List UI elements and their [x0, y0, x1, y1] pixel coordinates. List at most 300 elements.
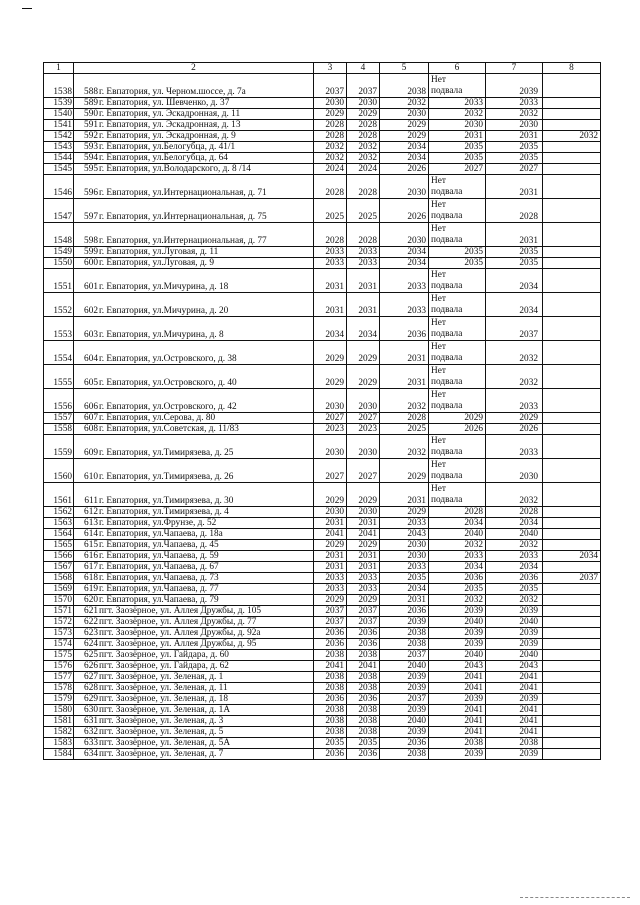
- year-col-7: 2035: [486, 247, 543, 258]
- no-basement-label: подвала: [431, 187, 463, 197]
- year-col-4: 2036: [347, 628, 380, 639]
- year-col-5: 2030: [380, 175, 429, 199]
- year-col-7: 2039: [486, 749, 543, 760]
- year-col-8: [543, 483, 601, 507]
- no-basement-cell: [429, 365, 486, 389]
- row-number: 1539: [44, 98, 74, 109]
- address-text: г. Евпатория, ул.Белогубца, д. 41/1: [99, 142, 236, 152]
- row-number: 1556: [44, 389, 74, 413]
- year-col-7: 2039: [486, 694, 543, 705]
- year-col-4: 2031: [347, 269, 380, 293]
- year-col-7: 2031: [486, 131, 543, 142]
- year-col-5: 2034: [380, 258, 429, 269]
- header-cell-7: 7: [486, 63, 543, 74]
- year-col-4: 2036: [347, 694, 380, 705]
- address-cell: [74, 74, 314, 98]
- year-col-6: 2039: [429, 749, 486, 760]
- year-col-8: [543, 606, 601, 617]
- year-col-8: [543, 507, 601, 518]
- row-number: 1538: [44, 74, 74, 98]
- year-col-8: [543, 727, 601, 738]
- table-row: [44, 483, 601, 507]
- address-number: 615: [84, 540, 98, 550]
- year-col-8: 2034: [543, 551, 601, 562]
- year-col-5: 2031: [380, 483, 429, 507]
- row-number: 1565: [44, 540, 74, 551]
- year-col-7: 2034: [486, 562, 543, 573]
- year-col-8: [543, 661, 601, 672]
- year-col-4: 2029: [347, 595, 380, 606]
- year-col-8: [543, 705, 601, 716]
- row-number: 1549: [44, 247, 74, 258]
- year-col-5: 2032: [380, 98, 429, 109]
- address-text: г. Евпатория, ул.Чапаева, д. 73: [99, 573, 219, 583]
- year-col-5: 2032: [380, 389, 429, 413]
- table-row: [44, 716, 601, 727]
- year-col-8: [543, 628, 601, 639]
- year-col-8: [543, 540, 601, 551]
- table-row: [44, 131, 601, 142]
- table-row: [44, 413, 601, 424]
- table-row: [44, 595, 601, 606]
- year-col-5: 2030: [380, 109, 429, 120]
- address-cell: [74, 628, 314, 639]
- address-text: г. Евпатория, ул.Мичурина, д. 20: [99, 306, 229, 316]
- table-row: [44, 738, 601, 749]
- row-number: 1545: [44, 164, 74, 175]
- year-col-7: 2031: [486, 175, 543, 199]
- year-col-7: 2035: [486, 153, 543, 164]
- row-number: 1575: [44, 650, 74, 661]
- no-basement-label: подвала: [431, 305, 463, 315]
- address-text: г. Евпатория, ул. Шевченко, д. 37: [99, 98, 230, 108]
- year-col-7: 2040: [486, 650, 543, 661]
- header-cell-5: 5: [380, 63, 429, 74]
- row-number: 1552: [44, 293, 74, 317]
- year-col-6: 2041: [429, 683, 486, 694]
- address-number: 589: [84, 98, 98, 108]
- year-col-5: 2029: [380, 507, 429, 518]
- year-col-3: 2029: [314, 341, 347, 365]
- address-text: пгт. Заозёрное, ул. Зеленая, д. 5: [99, 727, 224, 737]
- year-col-5: 2030: [380, 540, 429, 551]
- address-number: 625: [84, 650, 98, 660]
- address-cell: [74, 459, 314, 483]
- year-col-4: 2036: [347, 639, 380, 650]
- address-number: 596: [84, 188, 98, 198]
- year-col-7: 2035: [486, 142, 543, 153]
- year-col-4: 2031: [347, 551, 380, 562]
- table-row: [44, 672, 601, 683]
- row-number: 1573: [44, 628, 74, 639]
- year-col-6: 2035: [429, 142, 486, 153]
- address-text: пгт. Заозёрное, ул. Зеленая, д. 3: [99, 716, 224, 726]
- row-number: 1579: [44, 694, 74, 705]
- year-col-4: 2031: [347, 562, 380, 573]
- address-text: г. Евпатория, ул.Советская, д. 11/83: [99, 424, 239, 434]
- year-col-5: 2034: [380, 247, 429, 258]
- address-text: г. Евпатория, ул.Мичурина, д. 8: [99, 330, 224, 340]
- year-col-4: 2029: [347, 365, 380, 389]
- year-col-6: 2040: [429, 650, 486, 661]
- address-text: г. Евпатория, ул.Интернациональная, д. 71: [99, 188, 267, 198]
- year-col-3: 2029: [314, 540, 347, 551]
- table-row: [44, 389, 601, 413]
- address-number: 626: [84, 661, 98, 671]
- year-col-3: 2030: [314, 389, 347, 413]
- year-col-5: 2031: [380, 365, 429, 389]
- year-col-7: 2041: [486, 716, 543, 727]
- row-number: 1558: [44, 424, 74, 435]
- housing-register-table: [43, 62, 601, 760]
- year-col-8: [543, 459, 601, 483]
- year-col-7: 2041: [486, 727, 543, 738]
- address-text: пгт. Заозёрное, ул. Зеленая, д. 18: [99, 694, 228, 704]
- year-col-3: 2031: [314, 269, 347, 293]
- address-text: г. Евпатория, ул.Интернациональная, д. 75: [99, 212, 267, 222]
- year-col-3: 2036: [314, 749, 347, 760]
- row-number: 1561: [44, 483, 74, 507]
- year-col-3: 2029: [314, 365, 347, 389]
- no-basement-label: Нет: [431, 318, 446, 328]
- address-number: 618: [84, 573, 98, 583]
- address-text: пгт. Заозёрное, ул. Зеленая, д. 1А: [99, 705, 231, 715]
- table-row: [44, 199, 601, 223]
- address-cell: [74, 606, 314, 617]
- table-row: [44, 435, 601, 459]
- year-col-4: 2038: [347, 727, 380, 738]
- address-cell: [74, 650, 314, 661]
- address-text: пгт. Заозёрное, ул. Зеленая, д. 1: [99, 672, 224, 682]
- address-text: г. Евпатория, ул.Тимирязева, д. 26: [99, 472, 234, 482]
- year-col-3: 2028: [314, 120, 347, 131]
- row-number: 1551: [44, 269, 74, 293]
- address-number: 631: [84, 716, 98, 726]
- year-col-7: 2026: [486, 424, 543, 435]
- year-col-8: [543, 199, 601, 223]
- address-cell: [74, 120, 314, 131]
- address-text: пгт. Заозёрное, ул. Зеленая, д. 5А: [99, 738, 231, 748]
- year-col-6: 2040: [429, 529, 486, 540]
- address-text: пгт. Заозёрное, ул. Гайдара, д. 62: [99, 661, 229, 671]
- address-number: 591: [84, 120, 98, 130]
- row-number: 1544: [44, 153, 74, 164]
- row-number: 1576: [44, 661, 74, 672]
- table-row: [44, 540, 601, 551]
- table-row: [44, 175, 601, 199]
- address-number: 605: [84, 378, 98, 388]
- no-basement-label: подвала: [431, 471, 463, 481]
- address-number: 616: [84, 551, 98, 561]
- year-col-5: 2039: [380, 617, 429, 628]
- address-number: 617: [84, 562, 98, 572]
- year-col-4: 2033: [347, 258, 380, 269]
- table-row: [44, 518, 601, 529]
- address-text: г. Евпатория, ул.Фрунзе, д. 52: [99, 518, 217, 528]
- address-text: г. Евпатория, ул.Островского, д. 40: [99, 378, 237, 388]
- table-body: [44, 63, 601, 760]
- no-basement-label: Нет: [431, 224, 446, 234]
- address-text: г. Евпатория, ул.Серова, д. 80: [99, 413, 216, 423]
- address-text: г. Евпатория, ул.Интернациональная, д. 77: [99, 236, 267, 246]
- no-basement-label: Нет: [431, 200, 446, 210]
- year-col-7: 2039: [486, 639, 543, 650]
- year-col-3: 2032: [314, 153, 347, 164]
- year-col-8: [543, 639, 601, 650]
- address-cell: [74, 153, 314, 164]
- row-number: 1566: [44, 551, 74, 562]
- year-col-5: 2033: [380, 518, 429, 529]
- year-col-7: 2039: [486, 628, 543, 639]
- no-basement-label: Нет: [431, 366, 446, 376]
- year-col-4: 2033: [347, 584, 380, 595]
- year-col-3: 2038: [314, 672, 347, 683]
- year-col-7: 2033: [486, 435, 543, 459]
- top-dash-mark: [22, 8, 32, 9]
- year-col-7: 2043: [486, 661, 543, 672]
- year-col-3: 2037: [314, 617, 347, 628]
- table-row: [44, 606, 601, 617]
- address-number: 627: [84, 672, 98, 682]
- address-text: г. Евпатория, ул.Луговая, д. 11: [99, 247, 219, 257]
- year-col-4: 2027: [347, 459, 380, 483]
- year-col-4: 2031: [347, 518, 380, 529]
- address-number: 602: [84, 306, 98, 316]
- table-row: [44, 705, 601, 716]
- address-cell: [74, 413, 314, 424]
- year-col-7: 2027: [486, 164, 543, 175]
- no-basement-label: подвала: [431, 495, 463, 505]
- no-basement-label: Нет: [431, 270, 446, 280]
- year-col-4: 2028: [347, 223, 380, 247]
- table-row: [44, 617, 601, 628]
- address-number: 620: [84, 595, 98, 605]
- address-text: г. Евпатория, ул. Черном.шоссе, д. 7а: [99, 87, 246, 97]
- year-col-7: 2032: [486, 365, 543, 389]
- year-col-4: 2030: [347, 435, 380, 459]
- year-col-5: 2026: [380, 164, 429, 175]
- year-col-8: [543, 424, 601, 435]
- no-basement-label: Нет: [431, 294, 446, 304]
- year-col-4: 2029: [347, 483, 380, 507]
- year-col-8: [543, 164, 601, 175]
- table-row: [44, 424, 601, 435]
- address-cell: [74, 716, 314, 727]
- address-cell: [74, 341, 314, 365]
- address-cell: [74, 424, 314, 435]
- year-col-8: 2032: [543, 131, 601, 142]
- address-number: 606: [84, 402, 98, 412]
- year-col-5: 2029: [380, 131, 429, 142]
- year-col-3: 2034: [314, 317, 347, 341]
- year-col-5: 2038: [380, 628, 429, 639]
- header-cell-1: 1: [44, 63, 74, 74]
- year-col-3: 2033: [314, 247, 347, 258]
- address-number: 598: [84, 236, 98, 246]
- year-col-7: 2034: [486, 269, 543, 293]
- year-col-7: 2041: [486, 683, 543, 694]
- year-col-7: 2033: [486, 98, 543, 109]
- year-col-3: 2036: [314, 628, 347, 639]
- year-col-6: 2039: [429, 694, 486, 705]
- row-number: 1574: [44, 639, 74, 650]
- year-col-3: 2035: [314, 738, 347, 749]
- address-number: 622: [84, 617, 98, 627]
- no-basement-label: Нет: [431, 484, 446, 494]
- year-col-7: 2032: [486, 109, 543, 120]
- address-cell: [74, 317, 314, 341]
- year-col-8: [543, 672, 601, 683]
- year-col-3: 2033: [314, 584, 347, 595]
- address-cell: [74, 199, 314, 223]
- year-col-3: 2031: [314, 562, 347, 573]
- year-col-8: [543, 529, 601, 540]
- year-col-7: 2028: [486, 507, 543, 518]
- year-col-3: 2025: [314, 199, 347, 223]
- year-col-7: 2034: [486, 518, 543, 529]
- year-col-4: 2032: [347, 142, 380, 153]
- year-col-3: 2037: [314, 74, 347, 98]
- year-col-4: 2023: [347, 424, 380, 435]
- year-col-5: 2038: [380, 74, 429, 98]
- year-col-5: 2043: [380, 529, 429, 540]
- year-col-4: 2029: [347, 109, 380, 120]
- row-number: 1572: [44, 617, 74, 628]
- year-col-3: 2029: [314, 109, 347, 120]
- year-col-7: 2040: [486, 617, 543, 628]
- no-basement-label: Нет: [431, 390, 446, 400]
- year-col-8: [543, 258, 601, 269]
- year-col-4: 2033: [347, 573, 380, 584]
- address-cell: [74, 247, 314, 258]
- header-cell-3: 3: [314, 63, 347, 74]
- year-col-4: 2024: [347, 164, 380, 175]
- address-cell: [74, 293, 314, 317]
- year-col-6: 2039: [429, 639, 486, 650]
- year-col-7: 2040: [486, 529, 543, 540]
- address-number: 604: [84, 354, 98, 364]
- year-col-3: 2029: [314, 483, 347, 507]
- year-col-3: 2031: [314, 551, 347, 562]
- year-col-6: 2029: [429, 413, 486, 424]
- no-basement-label: подвала: [431, 353, 463, 363]
- address-text: пгт. Заозёрное, ул. Зеленая, д. 11: [99, 683, 228, 693]
- year-col-4: 2030: [347, 389, 380, 413]
- year-col-5: 2035: [380, 573, 429, 584]
- address-number: 595: [84, 164, 98, 174]
- year-col-5: 2038: [380, 639, 429, 650]
- address-cell: [74, 540, 314, 551]
- year-col-7: 2031: [486, 223, 543, 247]
- year-col-4: 2032: [347, 153, 380, 164]
- row-number: 1564: [44, 529, 74, 540]
- no-basement-cell: [429, 175, 486, 199]
- row-number: 1582: [44, 727, 74, 738]
- address-text: г. Евпатория, ул.Чапаева, д. 59: [99, 551, 219, 561]
- table-row: [44, 109, 601, 120]
- row-number: 1543: [44, 142, 74, 153]
- address-number: 612: [84, 507, 98, 517]
- year-col-5: 2033: [380, 293, 429, 317]
- address-cell: [74, 551, 314, 562]
- year-col-6: 2034: [429, 518, 486, 529]
- address-text: г. Евпатория, ул.Чапаева, д. 77: [99, 584, 219, 594]
- address-number: 603: [84, 330, 98, 340]
- year-col-6: 2033: [429, 98, 486, 109]
- year-col-5: 2029: [380, 120, 429, 131]
- year-col-5: 2031: [380, 341, 429, 365]
- year-col-3: 2028: [314, 223, 347, 247]
- year-col-8: [543, 109, 601, 120]
- table-row: [44, 293, 601, 317]
- address-cell: [74, 705, 314, 716]
- address-text: пгт. Заозёрное, ул. Аллея Дружбы, д. 92а: [99, 628, 261, 638]
- year-col-8: [543, 269, 601, 293]
- year-col-7: 2038: [486, 738, 543, 749]
- table-row: [44, 365, 601, 389]
- address-cell: [74, 131, 314, 142]
- no-basement-cell: [429, 199, 486, 223]
- year-col-4: 2038: [347, 716, 380, 727]
- address-number: 621: [84, 606, 98, 616]
- address-text: пгт. Заозёрное, ул. Аллея Дружбы, д. 77: [99, 617, 257, 627]
- year-col-7: 2032: [486, 595, 543, 606]
- address-number: 608: [84, 424, 98, 434]
- table-row: [44, 551, 601, 562]
- year-col-6: 2026: [429, 424, 486, 435]
- year-col-8: [543, 223, 601, 247]
- year-col-8: [543, 749, 601, 760]
- table-row: [44, 650, 601, 661]
- address-number: 593: [84, 142, 98, 152]
- table-row: [44, 153, 601, 164]
- year-col-4: 2041: [347, 529, 380, 540]
- year-col-6: 2038: [429, 738, 486, 749]
- address-cell: [74, 175, 314, 199]
- address-text: г. Евпатория, ул. Эскадронная, д. 13: [99, 120, 241, 130]
- year-col-6: 2035: [429, 153, 486, 164]
- year-col-8: 2037: [543, 573, 601, 584]
- address-number: 599: [84, 247, 98, 257]
- address-number: 600: [84, 258, 98, 268]
- address-number: 632: [84, 727, 98, 737]
- no-basement-label: подвала: [431, 86, 463, 96]
- address-text: пгт. Заозёрное, ул. Гайдара, д. 60: [99, 650, 229, 660]
- year-col-5: 2032: [380, 435, 429, 459]
- address-number: 590: [84, 109, 98, 119]
- year-col-5: 2029: [380, 459, 429, 483]
- table-row: [44, 258, 601, 269]
- row-number: 1542: [44, 131, 74, 142]
- address-cell: [74, 507, 314, 518]
- row-number: 1555: [44, 365, 74, 389]
- year-col-6: 2041: [429, 672, 486, 683]
- row-number: 1584: [44, 749, 74, 760]
- table-row: [44, 120, 601, 131]
- year-col-5: 2040: [380, 716, 429, 727]
- year-col-4: 2038: [347, 705, 380, 716]
- address-cell: [74, 365, 314, 389]
- address-cell: [74, 435, 314, 459]
- year-col-7: 2034: [486, 293, 543, 317]
- address-text: г. Евпатория, ул.Луговая, д. 9: [99, 258, 214, 268]
- year-col-3: 2027: [314, 459, 347, 483]
- table-row: [44, 317, 601, 341]
- year-col-3: 2038: [314, 727, 347, 738]
- row-number: 1580: [44, 705, 74, 716]
- year-col-5: 2026: [380, 199, 429, 223]
- year-col-4: 2037: [347, 606, 380, 617]
